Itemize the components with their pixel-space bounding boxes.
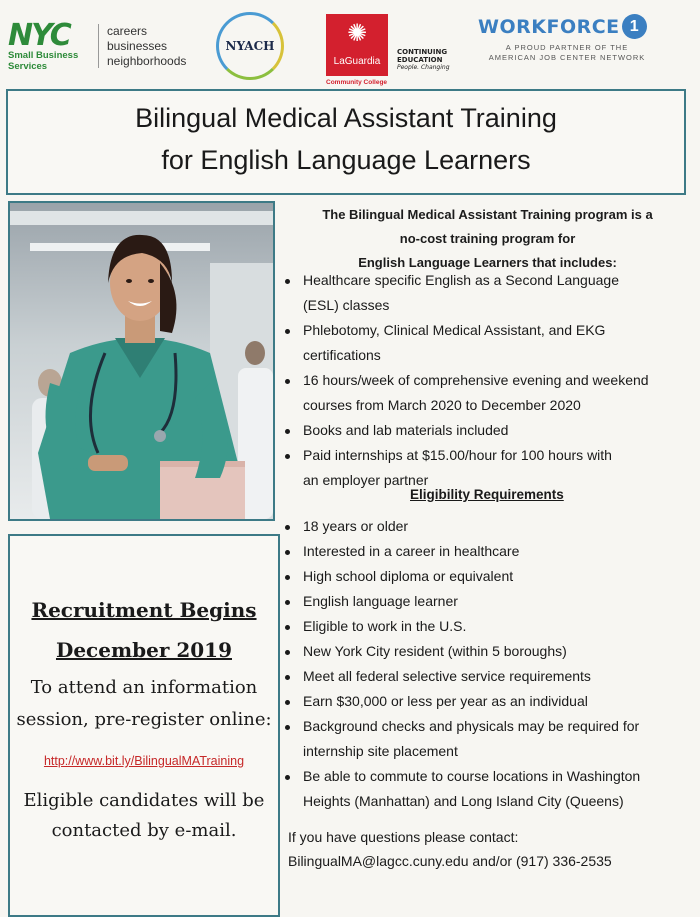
intro-line-3: English Language Learners that includes: xyxy=(358,255,617,270)
list-item xyxy=(283,443,683,493)
list-item xyxy=(283,514,683,539)
workforce-tagline xyxy=(478,43,656,63)
list-item-text: 18 years or older xyxy=(303,518,409,534)
list-item xyxy=(283,539,683,564)
list-item-text-cont: internship site placement xyxy=(303,743,458,759)
intro-line-1: The Bilingual Medical Assistant Training program is a xyxy=(322,207,653,222)
list-item-text-cont: courses from March 2020 to December 2020 xyxy=(303,397,581,413)
list-item-text: Eligible to work in the U.S. xyxy=(303,618,467,634)
nyc-logo-sub-1: Small Business xyxy=(8,50,79,61)
nyc-logo-mark: NYC xyxy=(8,18,70,53)
list-item xyxy=(283,714,683,764)
workforce1-logo xyxy=(478,14,668,74)
continuing-education-label xyxy=(397,48,450,72)
list-item-text: High school diploma or equivalent xyxy=(303,568,514,584)
ce-line-2: EDUCATION xyxy=(397,56,443,64)
contact-info xyxy=(288,825,612,873)
list-item xyxy=(283,318,683,368)
list-item-text: Phlebotomy, Clinical Medical Assistant, and EKG xyxy=(303,322,606,338)
list-item-text: Background checks and physicals may be required for xyxy=(303,718,640,734)
photo-illustration xyxy=(10,203,273,519)
tagline-businesses: businesses xyxy=(107,39,168,53)
nyc-logo-divider xyxy=(98,24,99,68)
list-item xyxy=(283,614,683,639)
nyc-tagline xyxy=(107,24,186,69)
list-item-text-cont: Heights (Manhattan) and Long Island City (Queens) xyxy=(303,793,624,809)
title-box xyxy=(6,89,686,195)
laguardia-sub-text: Community College xyxy=(326,79,388,86)
nyach-logo-text: NYACH xyxy=(225,39,275,53)
list-item-text: Be able to commute to course locations in Washington xyxy=(303,768,641,784)
laguardia-logo xyxy=(326,14,388,76)
laguardia-star-icon: ✺ xyxy=(346,20,368,47)
laguardia-logo-text: LaGuardia xyxy=(333,56,381,67)
list-item-text: English language learner xyxy=(303,593,458,609)
page-title-line-1: Bilingual Medical Assistant Training xyxy=(135,103,557,133)
list-item-text: Earn $30,000 or less per year as an individual xyxy=(303,693,588,709)
list-item xyxy=(283,564,683,589)
tagline-neighborhoods: neighborhoods xyxy=(107,54,187,68)
nyc-logo-sub-2: Services xyxy=(8,61,48,72)
list-item-text: Meet all federal selective service requirements xyxy=(303,668,591,684)
medical-assistant-photo xyxy=(8,201,275,521)
recruitment-box xyxy=(8,534,280,917)
list-item-text: 16 hours/week of comprehensive evening and weekend xyxy=(303,372,649,388)
program-includes-list xyxy=(283,268,683,493)
workforce-one-badge: 1 xyxy=(622,14,647,39)
list-item-text: Healthcare specific English as a Second Language xyxy=(303,272,619,288)
recruitment-date: December 2019 xyxy=(55,638,232,662)
ce-line-1: CONTINUING xyxy=(397,48,448,56)
list-item-text-cont: certifications xyxy=(303,347,381,363)
registration-link[interactable]: http://www.bit.ly/BilingualMATraining xyxy=(43,754,245,768)
recruitment-heading: Recruitment Begins xyxy=(31,598,257,622)
eligible-candidates-text-2: contacted by e-mail. xyxy=(51,820,237,841)
tagline-careers: careers xyxy=(107,24,148,38)
list-item-text: Books and lab materials included xyxy=(303,422,509,438)
contact-line-1: If you have questions please contact: xyxy=(288,829,519,845)
list-item xyxy=(283,689,683,714)
list-item xyxy=(283,268,683,318)
list-item xyxy=(283,764,683,814)
page-title-line-2: for English Language Learners xyxy=(161,145,531,175)
list-item-text-cont: (ESL) classes xyxy=(303,297,390,313)
workforce-tagline-2: AMERICAN JOB CENTER NETWORK xyxy=(488,53,646,62)
list-item xyxy=(283,639,683,664)
program-intro xyxy=(290,203,685,275)
workforce-tagline-1: A PROUD PARTNER OF THE xyxy=(505,43,629,52)
list-item-text: New York City resident (within 5 boroughs) xyxy=(303,643,567,659)
list-item-text-cont: an employer partner xyxy=(303,472,429,488)
list-item xyxy=(283,664,683,689)
list-item xyxy=(283,418,683,443)
eligibility-list xyxy=(283,514,683,814)
ce-line-3: People. Changing xyxy=(397,64,450,71)
list-item-text: Paid internships at $15.00/hour for 100 hours with xyxy=(303,447,612,463)
info-session-text-1: To attend an information xyxy=(30,677,258,698)
list-item-text: Interested in a career in healthcare xyxy=(303,543,520,559)
nyach-logo xyxy=(216,12,284,80)
header-logos xyxy=(0,0,700,92)
info-session-text-2: session, pre-register online: xyxy=(16,709,272,730)
eligible-candidates-text-1: Eligible candidates will be xyxy=(23,790,265,811)
workforce-word: WORKFORCE xyxy=(478,15,620,38)
eligibility-heading: Eligibility Requirements xyxy=(410,487,564,502)
contact-email-phone[interactable]: BilingualMA@lagcc.cuny.edu and/or (917) 336-2535 xyxy=(288,853,612,869)
list-item xyxy=(283,589,683,614)
list-item xyxy=(283,368,683,418)
intro-line-2: no-cost training program for xyxy=(399,231,576,246)
